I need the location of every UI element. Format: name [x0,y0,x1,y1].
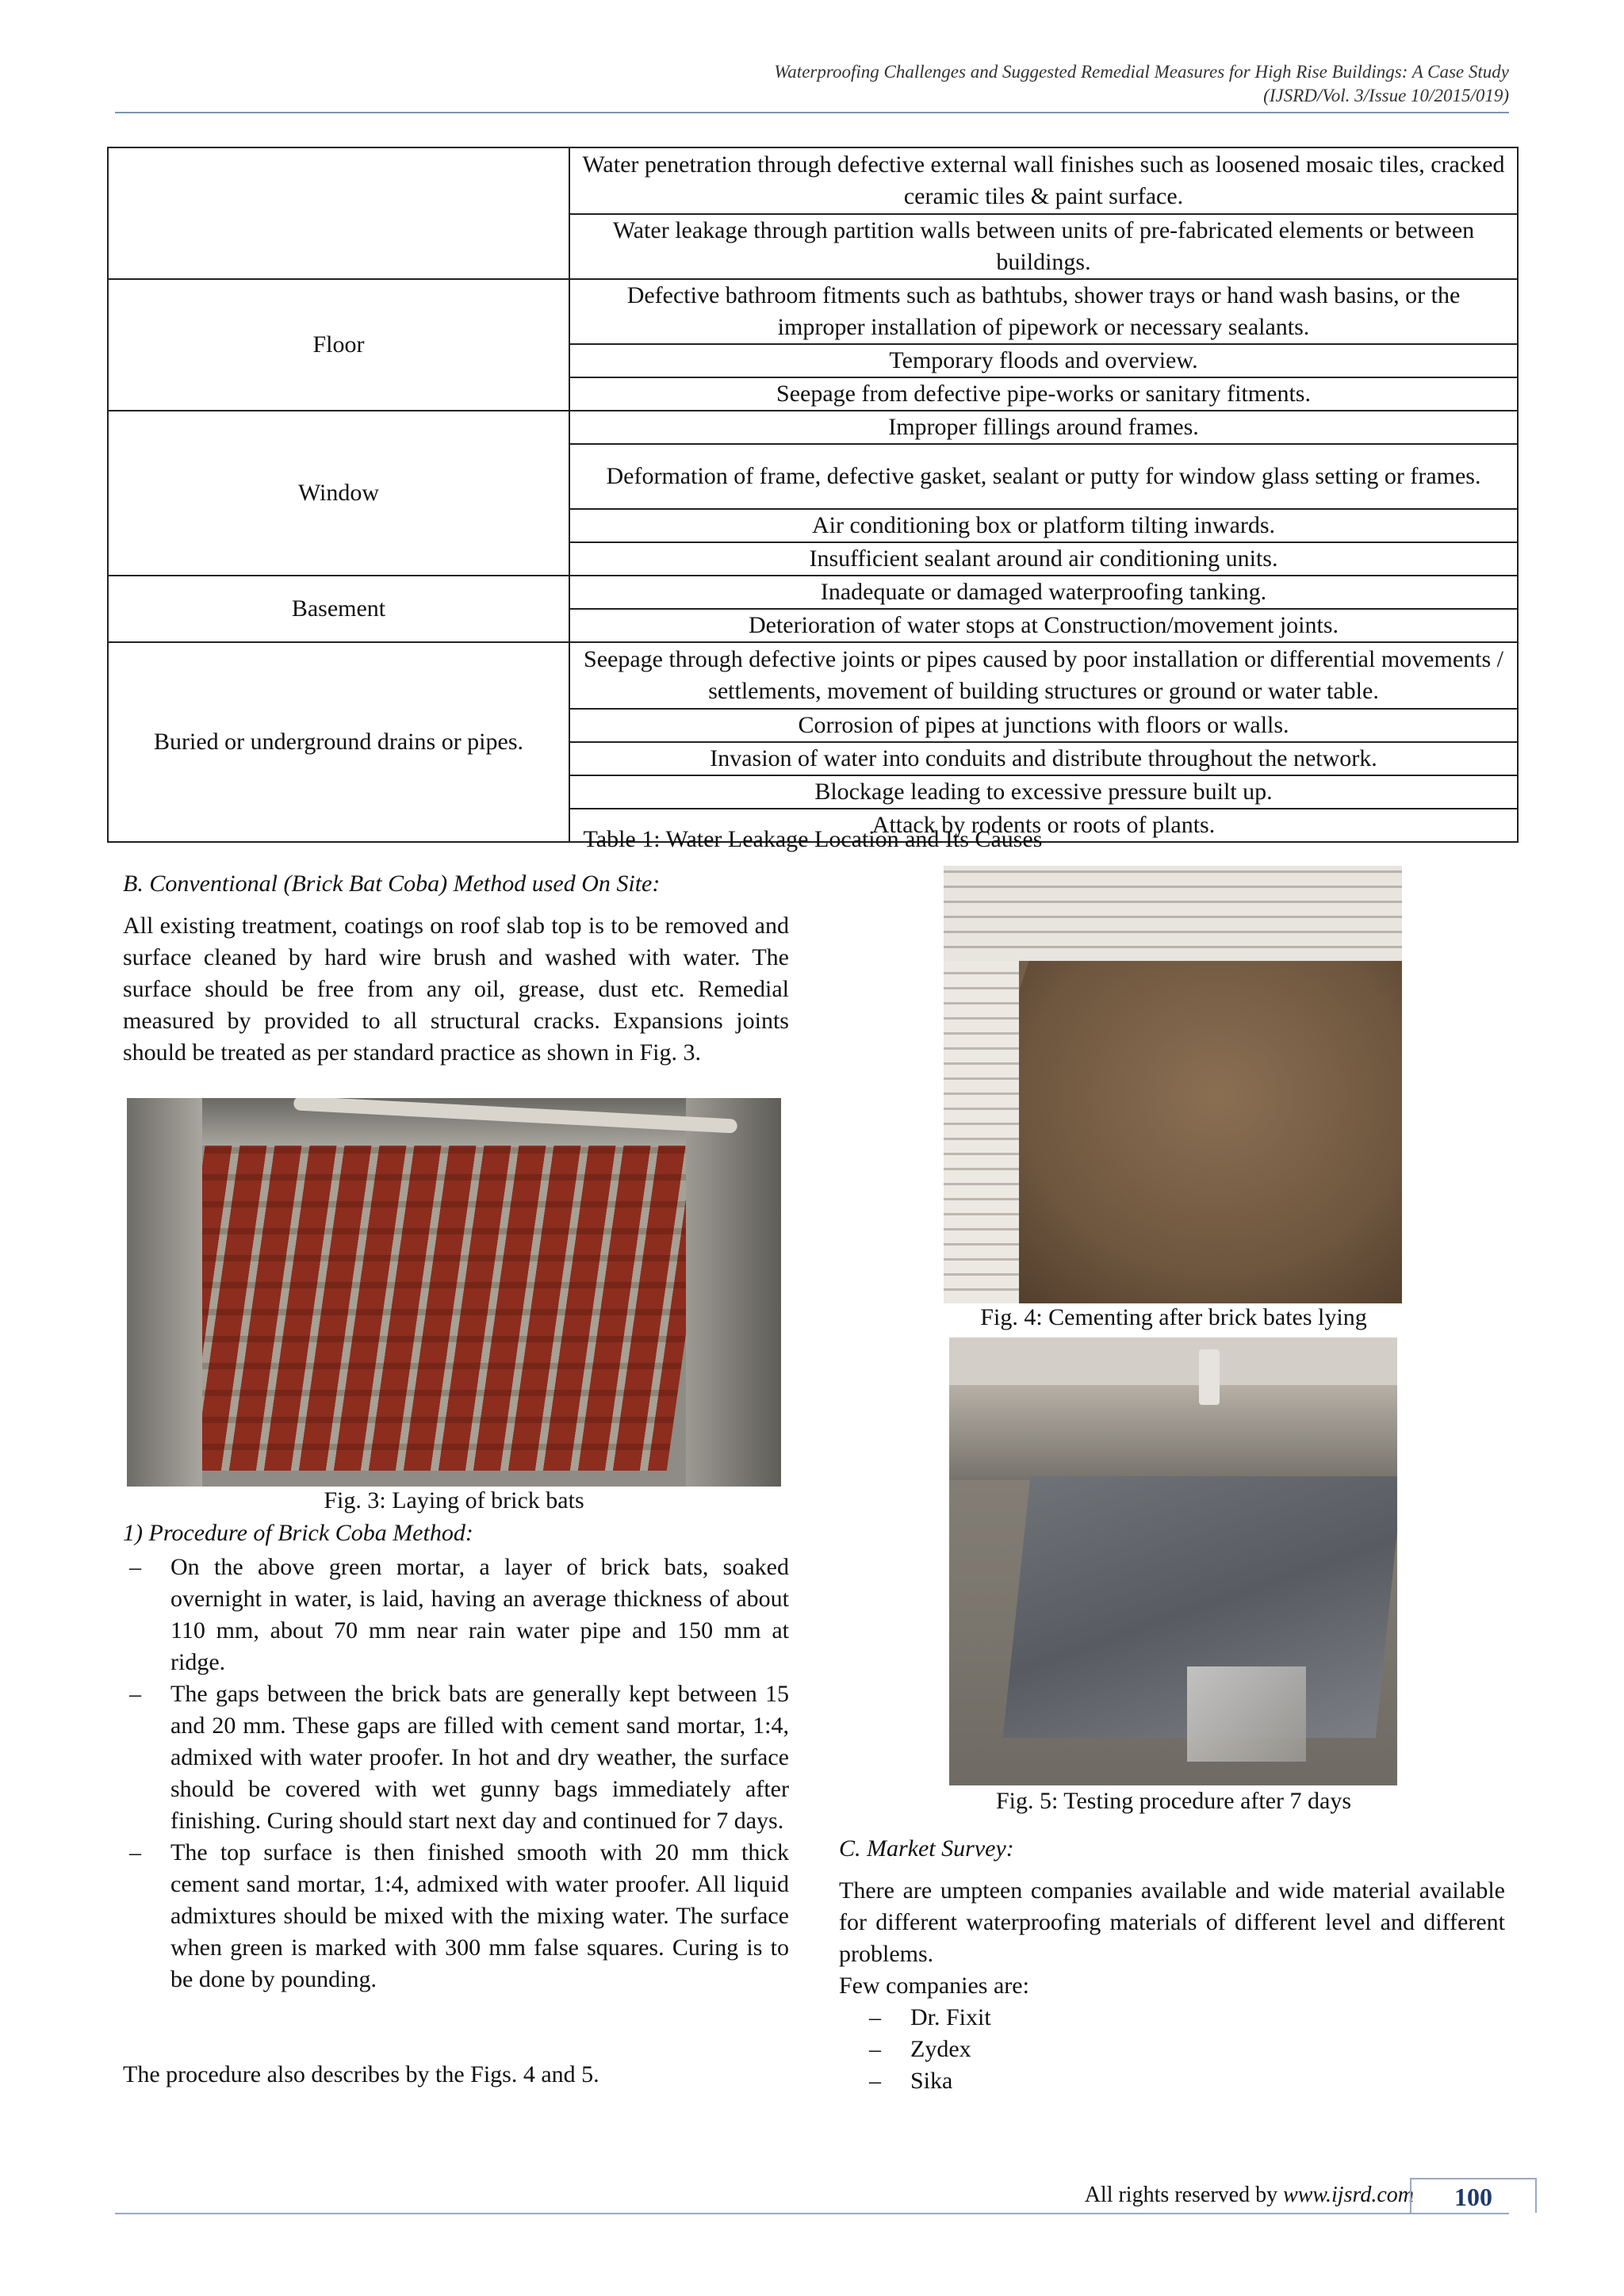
cause-cell: Water penetration through defective external wall finishes such as loosened mosaic tiles, cracked ceramic tiles & paint surface. [569,147,1518,214]
table-row [108,279,1518,344]
cause-cell: Inadequate or damaged waterproofing tanking. [569,576,1518,609]
photo-edge [127,1098,202,1487]
cause-cell: Water leakage through partition walls between units of pre-fabricated elements or between buildings. [569,214,1518,279]
table-row [108,642,1518,709]
company-list [863,2002,1259,2097]
running-header-title: Waterproofing Challenges and Suggested Remedial Measures for High Rise Buildings: A Case Study [774,62,1509,82]
company-name: Sika [910,2068,953,2094]
cause-cell: Temporary floods and overview. [569,344,1518,377]
cause-cell: Attack by rodents or roots of plants. [569,809,1518,842]
rights-text: All rights reserved by [1084,2183,1278,2207]
header-rule [115,112,1509,113]
table-row [108,147,1518,214]
company-name: Zydex [910,2036,971,2062]
photo-edge [686,1098,781,1487]
location-cell: Basement [108,576,569,642]
procedure-closing: The procedure also describes by the Figs. 4 and 5. [123,2061,599,2087]
water-reflection [1187,1667,1306,1762]
list-item [863,2034,1259,2065]
location-cell [108,147,569,279]
procedure-heading: 1) Procedure of Brick Coba Method: [123,1520,473,1546]
cause-cell: Invasion of water into conduits and distribute throughout the network. [569,742,1518,775]
location-cell: Buried or underground drains or pipes. [108,642,569,842]
location-cell: Window [108,411,569,576]
procedure-list [123,1552,789,1996]
fig3-caption: Fig. 3: Laying of brick bats [324,1487,584,1513]
cause-cell: Improper fillings around frames. [569,411,1518,444]
section-b-heading: B. Conventional (Brick Bat Coba) Method used On Site: [123,871,661,897]
cause-cell: Air conditioning box or platform tilting inwards. [569,509,1518,542]
dash-bullet: – [869,2004,881,2030]
dash-bullet: – [129,1681,141,1707]
leakage-causes-table [107,147,1519,843]
list-item [123,1678,789,1837]
dash-bullet: – [869,2036,881,2062]
footer-rule [115,2213,1509,2214]
cause-cell: Blockage leading to excessive pressure built up. [569,775,1518,809]
list-item [123,1837,789,1996]
brick-wall [944,866,1402,961]
site-link[interactable]: www.ijsrd.com [1283,2183,1414,2207]
page-number: 100 [1410,2178,1537,2213]
section-c-heading: C. Market Survey: [839,1835,1014,1862]
section-b-paragraph: All existing treatment, coatings on roof slab top is to be removed and surface cleaned by hard wire brush and washed with water. The surface should be free from any oil, grease, dust etc. Remedial measured by provided to all structural cracks. Expansions joints should be treated as per standard practice as shown in Fig. 3. [123,913,789,1066]
fig4-cementing-photo [944,866,1402,1303]
fig3-brick-bats-photo [127,1098,781,1487]
table-row [108,411,1518,444]
cause-cell: Insufficient sealant around air conditioning units. [569,542,1518,576]
fig4-caption: Fig. 4: Cementing after brick bates lying [980,1304,1367,1330]
brick-bat-floor [159,1142,713,1471]
cement-coat [991,925,1402,1303]
slab-ledge [949,1337,1397,1385]
list-item [863,2002,1259,2034]
procedure-step: The top surface is then finished smooth with 20 mm thick cement sand mortar, 1:4, admixed with water proofer. All liquid admixtures should be mixed with the mixing water. The surface when green is marked with 300 mm false squares. Curing is to be done by pounding. [170,1839,789,1992]
location-cell: Floor [108,279,569,411]
pipe-outlet [1199,1349,1220,1405]
running-header-citation: (IJSRD/Vol. 3/Issue 10/2015/019) [1263,86,1509,105]
footer-rights [1085,2183,1414,2208]
cause-cell: Seepage from defective pipe-works or sanitary fitments. [569,377,1518,411]
cause-cell: Corrosion of pipes at junctions with floors or walls. [569,709,1518,742]
cause-cell: Seepage through defective joints or pipes caused by poor installation or differential movements / settlements, movement of building structures or ground or water table. [569,642,1518,709]
procedure-step: On the above green mortar, a layer of brick bats, soaked overnight in water, is laid, having an average thickness of about 110 mm, about 70 mm near rain water pipe and 150 mm at ridge. [170,1554,789,1675]
slab-ledge [949,1385,1397,1480]
fig5-testing-photo [949,1337,1397,1785]
section-c-paragraph: There are umpteen companies available and wide material available for different waterproofing materials of different level and different problems. [839,1877,1505,1967]
table-caption: Table 1: Water Leakage Location and Its Causes [583,826,1043,852]
company-name: Dr. Fixit [910,2004,991,2030]
dash-bullet: – [129,1839,141,1866]
list-item [863,2065,1259,2097]
cause-cell: Deterioration of water stops at Construction/movement joints. [569,609,1518,642]
dash-bullet: – [869,2068,881,2094]
cause-cell: Defective bathroom fitments such as bathtubs, shower trays or hand wash basins, or the improper installation of pipework or necessary sealants. [569,279,1518,344]
dash-bullet: – [129,1554,141,1580]
procedure-step: The gaps between the brick bats are generally kept between 15 and 20 mm. These gaps are filled with cement sand mortar, 1:4, admixed with water proofer. In hot and dry weather, the surface should be covered with wet gunny bags immediately after finishing. Curing should start next day and continued for 7 days. [170,1681,789,1834]
cause-cell: Deformation of frame, defective gasket, sealant or putty for window glass setting or frames. [569,444,1518,509]
table-row [108,576,1518,609]
fig5-caption: Fig. 5: Testing procedure after 7 days [995,1788,1352,1814]
companies-lead: Few companies are: [839,1973,1029,1999]
list-item [123,1552,789,1678]
